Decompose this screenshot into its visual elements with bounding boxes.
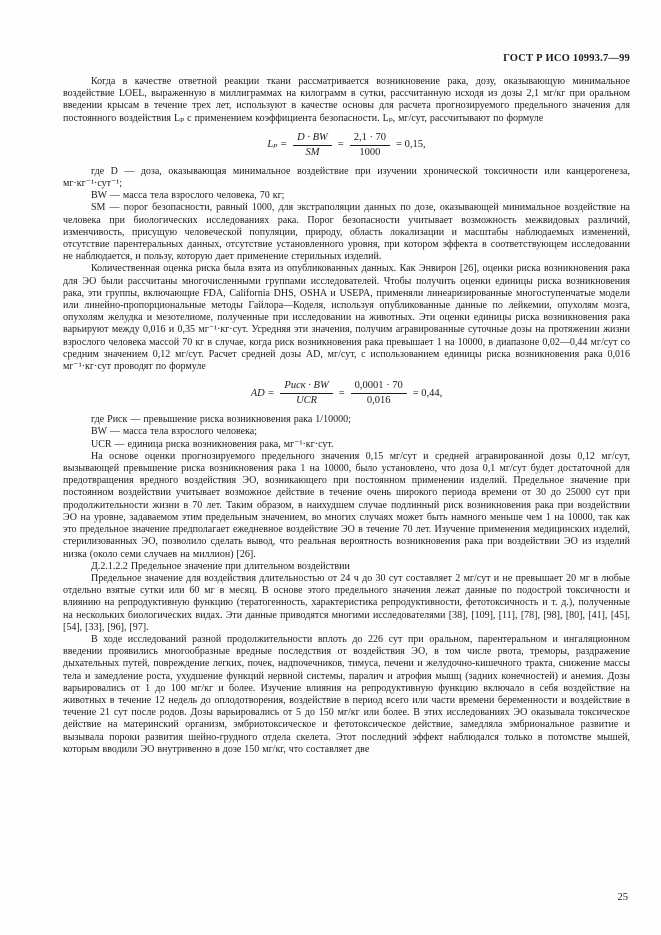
fraction-numeric bbox=[351, 380, 407, 407]
paragraph-risk-assessment: Количественная оценка риска была взята из опубликованных данных. Как Энвирон [26], оценки риска возникновения рака для ЭО были рассчитаны многочисленными группами исследователей. Чтобы получить оценки единицы риска возникновения рака, эти группы, включающие FDA, California DHS, OSHA и USEPA, применяли линеаризированные многоступенчатые модели или линейно-пропорциональные методы Гайлора—Коделя, используя опубликованные данные по лейкемии, опухолям мозга, опухолям желудка и мезотелиоме, полученные при исследовании на животных. Эти оценки единицы риска возникновения рака варьируют между 0,016 и 0,35 мг⁻¹·кг·сут. Усредняя эти значения, получим агравированные суточные дозы на протяжении жизни взрослого человека массой 70 кг в случае, когда риск возникновения рака превышает 1 на 10000, в диапазоне 0,02—0,44 мг/сут со средним значением 0,12 мг/сут. Расчет средней дозы AD, мг/сут, с использованием единицы риска возникновения рака 0,016 мг⁻¹·кг·сут проводят по формуле bbox=[63, 263, 630, 373]
paragraph-limit-conclusion: На основе оценки прогнозируемого предельного значения 0,15 мг/сут и средней агравированной дозы 0,12 мг/сут, вызывающей превышение риска возникновения рака 1 на 10000, было установлено, что доза 0,1 мг/сут будет достаточной для предотвращения вредного воздействия ЭО, возникающего при постоянном применении изделий. Предельное значение при постоянном воздействии учитывает возможное действие в течение очень широкого периода времени от 30 до 25000 сут при продолжительности жизни в 70 лет. Таким образом, в наихудшем случае подлинный риск возникновения рака при воздействии ЭО на уровне, задаваемом этим предельным значением, во многих случаях может быть намного меньше чем 1 на 10000, так как это предельное значение предполагает ежедневное воздействие ЭО в течение 70 лет. Изучение применения медицинских изделий, стерилизованных ЭО, позволило сделать вывод, что реальная вероятность возникновения рака при воздействии ЭО из изделий низка (около семи случаев на миллион) [26]. bbox=[63, 450, 630, 560]
fraction-denominator: 0,016 bbox=[366, 395, 391, 407]
equals-sign: = bbox=[337, 139, 344, 151]
fraction-numerator: 0,0001 · 70 bbox=[351, 380, 407, 394]
where-item-risk: где Риск — превышение риска возникновения рака 1/10000; bbox=[91, 414, 351, 426]
formula-average-dose-ad bbox=[63, 380, 630, 407]
paragraph-study-effects: В ходе исследований разной продолжительности вплоть до 226 сут при оральном, парентеральном и ингаляционном введении проявились многообразные вредные последствия от воздействия ЭО, в том числе рвота, треморы, раздражение дыхательных путей, повреждение легких, почек, надпочечников, тимуса, печени и желудочно-кишечного тракта, снижение массы тела и замедление роста, ухудшение функций нервной системы, паралич и атрофия мышц (задних конечностей) и анемия. Дозы варьировались от 1 до 100 мг/кг и более. Изучение влияния на репродуктивную функцию включало в себя воздействие на животных в течение 12 недель до оплодотворения, воздействие в период всего или части времени беременности и воздействие в течение 21 сут после родов. Дозы варьировались от 5 до 150 мг/кг или более. В этих исследованиях ЭО оказывала токсическое действие на материнский организм, эмбриотоксическое и фетотоксическое действие, замедляла эмбриональное развитие и вызывала пороки развития шейно-грудного отдела скелета. Этот последний эффект наблюдался только в потомстве мышей, которым вводили ЭО внутривенно в дозе 150 мг/кг, что составляет две bbox=[63, 633, 630, 755]
formula-lhs: Lₚ = bbox=[267, 139, 288, 151]
document-body bbox=[63, 76, 630, 756]
paragraph-prolonged-limit: Предельное значение для воздействия длительностью от 24 ч до 30 сут составляет 2 мг/сут и не превышает 20 мг в любые отдельно взятые сутки или 60 мг в месяц. В основе этого предельного значения лежат данные по подострой токсичности и влиянию на репродуктивную функцию (тератогенность, характеристика репродуктивности, фетотоксичность и т. д.), полученные на нескольких биологических видах. Эти данные приводятся многими исследователями [38], [109], [11], [78], [98], [80], [41], [45], [54], [33], [96], [97]. bbox=[63, 572, 630, 633]
section-heading-d2122: Д.2.1.2.2 Предельное значение при длительном воздействии bbox=[91, 560, 350, 572]
formula-result: = 0,15, bbox=[396, 139, 426, 151]
doc-code-header: ГОСТ Р ИСО 10993.7—99 bbox=[503, 53, 630, 64]
where-item-bodyweight: BW — масса тела взрослого человека, 70 кг; bbox=[91, 190, 285, 202]
where-item-unit-cancer-risk: UCR — единица риска возникновения рака, мг⁻¹·кг·сут. bbox=[91, 438, 334, 450]
formula-result: = 0,44, bbox=[412, 387, 443, 399]
fraction-symbolic bbox=[280, 380, 332, 407]
paragraph-loel-intro: Когда в качестве ответной реакции ткани рассматривается возникновение рака, дозу, оказывающую минимальное воздействие LOEL, выраженную в миллиграммах на килограмм в сутки, рассчитанную исходя из дозы 2,1 мг/кг при оральном введении крысам в течение трех лет, используют в качестве основы для расчета прогнозируемого предельного значения для постоянного воздействия Lₚ с применением коэффициента безопасности. Lₚ, мг/сут, рассчитывают по формуле bbox=[63, 76, 630, 124]
where-item-bodyweight: BW — масса тела взрослого человека; bbox=[91, 426, 257, 438]
fraction-numerator: 2,1 · 70 bbox=[350, 132, 390, 146]
fraction-numerator: Риск · BW bbox=[280, 380, 332, 394]
fraction-numeric bbox=[350, 132, 390, 159]
fraction-denominator: SM bbox=[305, 146, 320, 158]
where-item-dose: где D — доза, оказывающая минимальное воздействие при изучении хронической токсичности или канцерогенеза, мг·кг⁻¹·сут⁻¹; bbox=[63, 165, 630, 190]
formula-limit-value-lp bbox=[63, 132, 630, 159]
page-number: 25 bbox=[617, 892, 628, 903]
fraction-symbolic bbox=[293, 132, 332, 159]
formula-lhs: AD = bbox=[250, 387, 275, 399]
fraction-denominator: UCR bbox=[296, 395, 318, 407]
fraction-denominator: 1000 bbox=[359, 146, 381, 158]
fraction-numerator: D · BW bbox=[293, 132, 332, 146]
equals-sign: = bbox=[338, 387, 345, 399]
where-item-safety-margin: SM — порог безопасности, равный 1000, для экстраполяции данных по дозе, оказывающей минимальное воздействие на человека при биологических исследованиях рака. Порог безопасности учитывает возможность межвидовых различий, изменчивость, присущую человеческой популяции, природу, область локализации и масштабы наблюдаемых изменений, отсутствие парентеральных данных, отсутствие установленного уровня, при котором эффекта в соответствующем исследовании не наблюдается, и пользу, которую дает применение стерильных изделий. bbox=[63, 202, 630, 263]
